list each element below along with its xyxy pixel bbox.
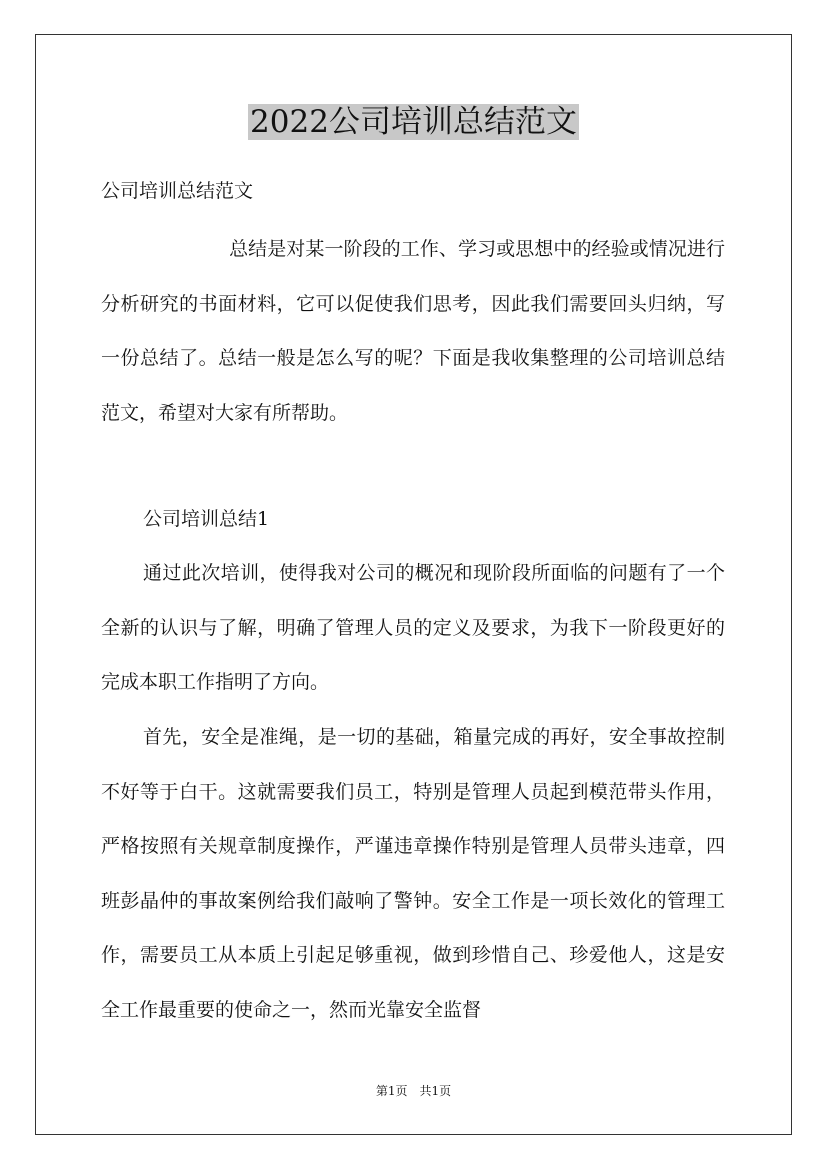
body-paragraph-1: 通过此次培训，使得我对公司的概况和现阶段所面临的问题有了一个全新的认识与了解，明确了管理人员的定义及要求，为我下一阶段更好的完成本职工作指明了方向。 <box>101 562 725 693</box>
document-title-text: 2022公司培训总结范文 <box>250 104 577 140</box>
section-heading: 公司培训总结1 <box>143 508 270 530</box>
document-title <box>0 100 827 144</box>
intro-paragraph <box>101 222 725 440</box>
intro-text: 总结是对某一阶段的工作、学习或思想中的经验或情况进行分析研究的书面材料，它可以促使我们思考，因此我们需要回头归纳，写一份总结了。总结一般是怎么写的呢？下面是我收集整理的公司培训总结范文，希望对大家有所帮助。 <box>101 238 725 424</box>
document-subtitle: 公司培训总结范文 <box>101 180 254 202</box>
body-paragraph-2: 首先，安全是准绳，是一切的基础，箱量完成的再好，安全事故控制不好等于白干。这就需要我们员工，特别是管理人员起到模范带头作用，严格按照有关规章制度操作，严谨违章操作特别是管理人员带头违章，四班彭晶仲的事故案例给我们敲响了警钟。安全工作是一项长效化的管理工作，需要员工从本质上引起足够重视，做到珍惜自己、珍爱他人，这是安全工作最重要的使命之一，然而光靠安全监督 <box>101 726 725 1021</box>
page-footer: 第1页 共1页 <box>375 1084 452 1098</box>
